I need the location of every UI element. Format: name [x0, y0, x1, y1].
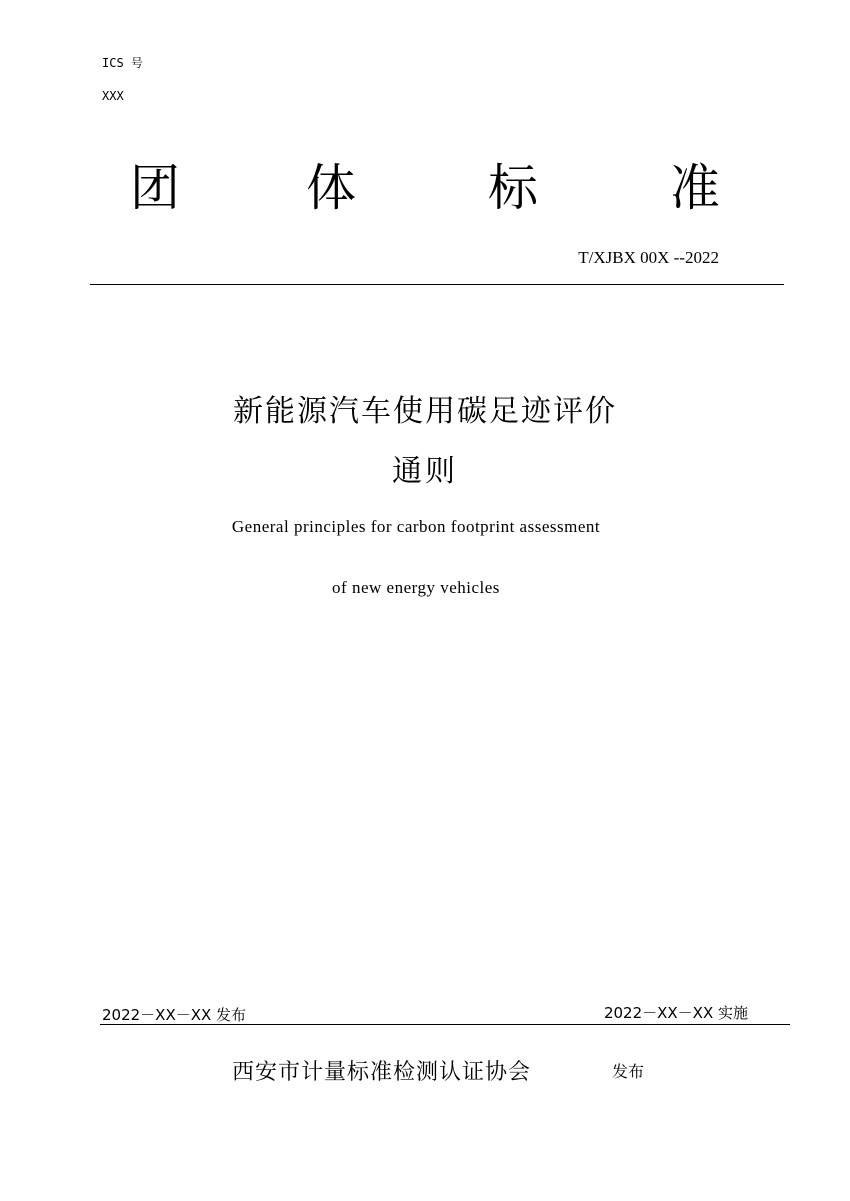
document-title-zh-line2: 通则 [392, 454, 458, 489]
standard-type-char: 团 [130, 159, 180, 217]
footer-divider [100, 1024, 790, 1025]
issuing-organization: 西安市计量标准检测认证协会 [232, 1060, 532, 1085]
document-title-zh-line1: 新能源汽车使用碳足迹评价 [233, 394, 617, 429]
standard-type-char: 准 [670, 159, 720, 217]
implementation-date: 2022－XX－XX 实施 [603, 1004, 748, 1022]
document-title-en-line2: of new energy vehicles [332, 578, 500, 597]
publish-date: 2022－XX－XX 发布 [102, 1006, 247, 1024]
standard-type-char: 体 [306, 159, 356, 217]
issuing-action: 发布 [612, 1062, 645, 1081]
standard-type-char: 标 [488, 159, 538, 217]
ics-number: XXX [102, 89, 124, 103]
header-divider [90, 284, 784, 285]
document-title-en-line1: General principles for carbon footprint assessment [231, 517, 601, 536]
standard-code: T/XJBX 00X --2022 [578, 248, 719, 267]
ics-label: ICS 号 [102, 56, 143, 70]
